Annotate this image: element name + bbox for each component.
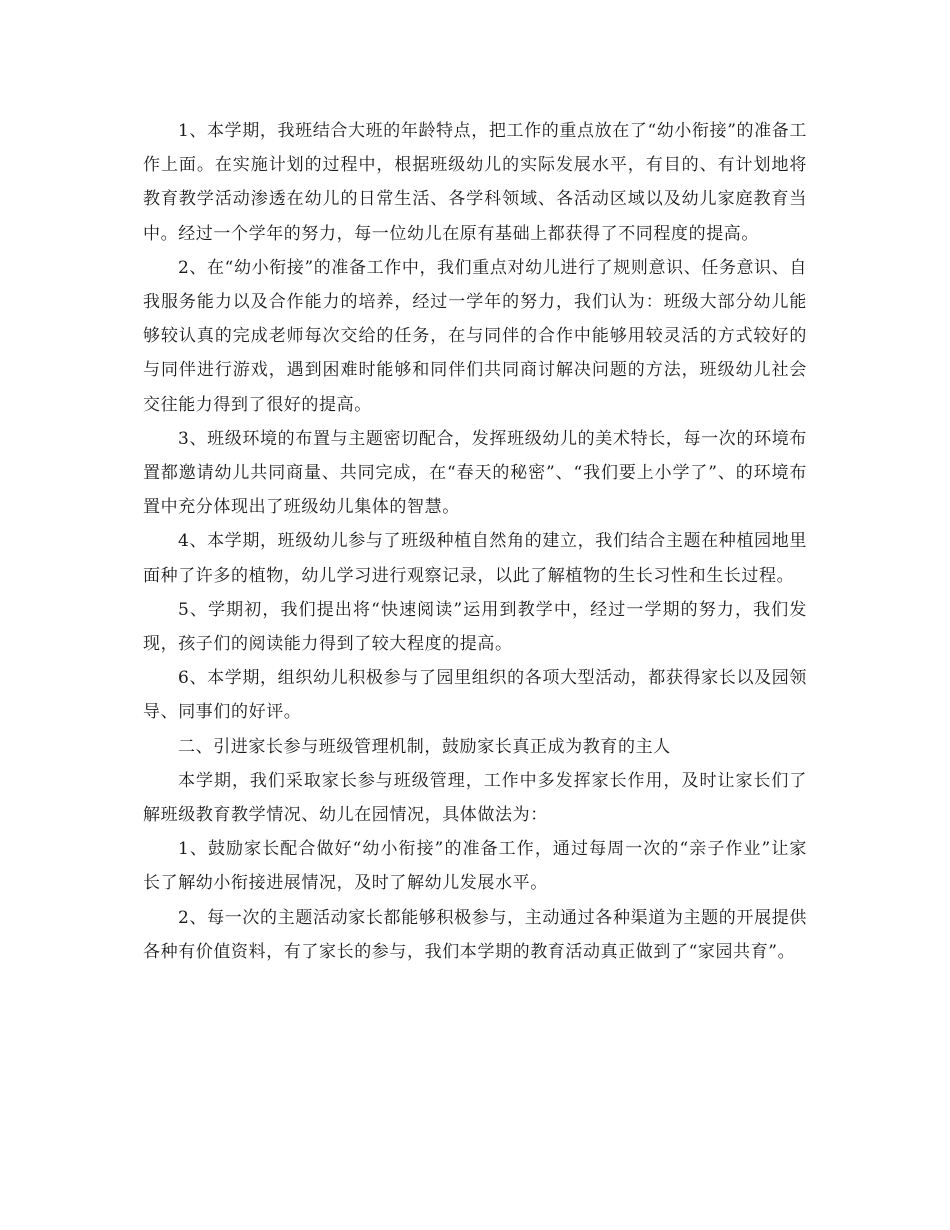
paragraph-2: 2、在“幼小衔接”的准备工作中，我们重点对幼儿进行了规则意识、任务意识、自我服务能力以及合作能力的培养，经过一学年的努力，我们认为：班级大部分幼儿能够较认真的完成老师每次交给的任务，在与同伴的合作中能够用较灵活的方式较好的与同伴进行游戏，遇到困难时能够和同伴们共同商讨解决问题的方法，班级幼儿社会交往能力得到了很好的提高。 (143, 257, 807, 415)
paragraph-5: 5、学期初，我们提出将“快速阅读”运用到教学中，经过一学期的努力，我们发现，孩子们的阅读能力得到了较大程度的提高。 (143, 599, 807, 655)
paragraph-4: 4、本学期，班级幼儿参与了班级种植自然角的建立，我们结合主题在种植园地里面种了许多的植物，幼儿学习进行观察记录，以此了解植物的生长习性和生长过程。 (143, 531, 807, 586)
paragraph-1: 1、本学期，我班结合大班的年龄特点，把工作的重点放在了“幼小衔接”的准备工作上面。在实施计划的过程中，根据班级幼儿的实际发展水平，有目的、有计划地将教育教学活动渗透在幼儿的日常生活、各学科领域、各活动区域以及幼儿家庭教育当中。经过一个学年的努力，每一位幼儿在原有基础上都获得了不同程度的提高。 (143, 121, 807, 244)
paragraph-8: 1、鼓励家长配合做好“幼小衔接”的准备工作，通过每周一次的“亲子作业”让家长了解幼小衔接进展情况，及时了解幼儿发展水平。 (143, 839, 807, 894)
document-page (143, 114, 807, 969)
paragraph-7: 本学期，我们采取家长参与班级管理，工作中多发挥家长作用，及时让家长们了解班级教育教学情况、幼儿在园情况，具体做法为： (143, 770, 807, 826)
paragraph-3: 3、班级环境的布置与主题密切配合，发挥班级幼儿的美术特长，每一次的环境布置都邀请幼儿共同商量、共同完成，在“春天的秘密”、“我们要上小学了”、的环境布置中充分体现出了班级幼儿集体的智慧。 (143, 428, 807, 518)
paragraph-6: 6、本学期，组织幼儿积极参与了园里组织的各项大型活动，都获得家长以及园领导、同事们的好评。 (143, 668, 807, 723)
paragraph-9: 2、每一次的主题活动家长都能够积极参与，主动通过各种渠道为主题的开展提供各种有价值资料，有了家长的参与，我们本学期的教育活动真正做到了“家园共育”。 (143, 907, 807, 962)
section-heading: 二、引进家长参与班级管理机制，鼓励家长真正成为教育的主人 (178, 736, 671, 757)
